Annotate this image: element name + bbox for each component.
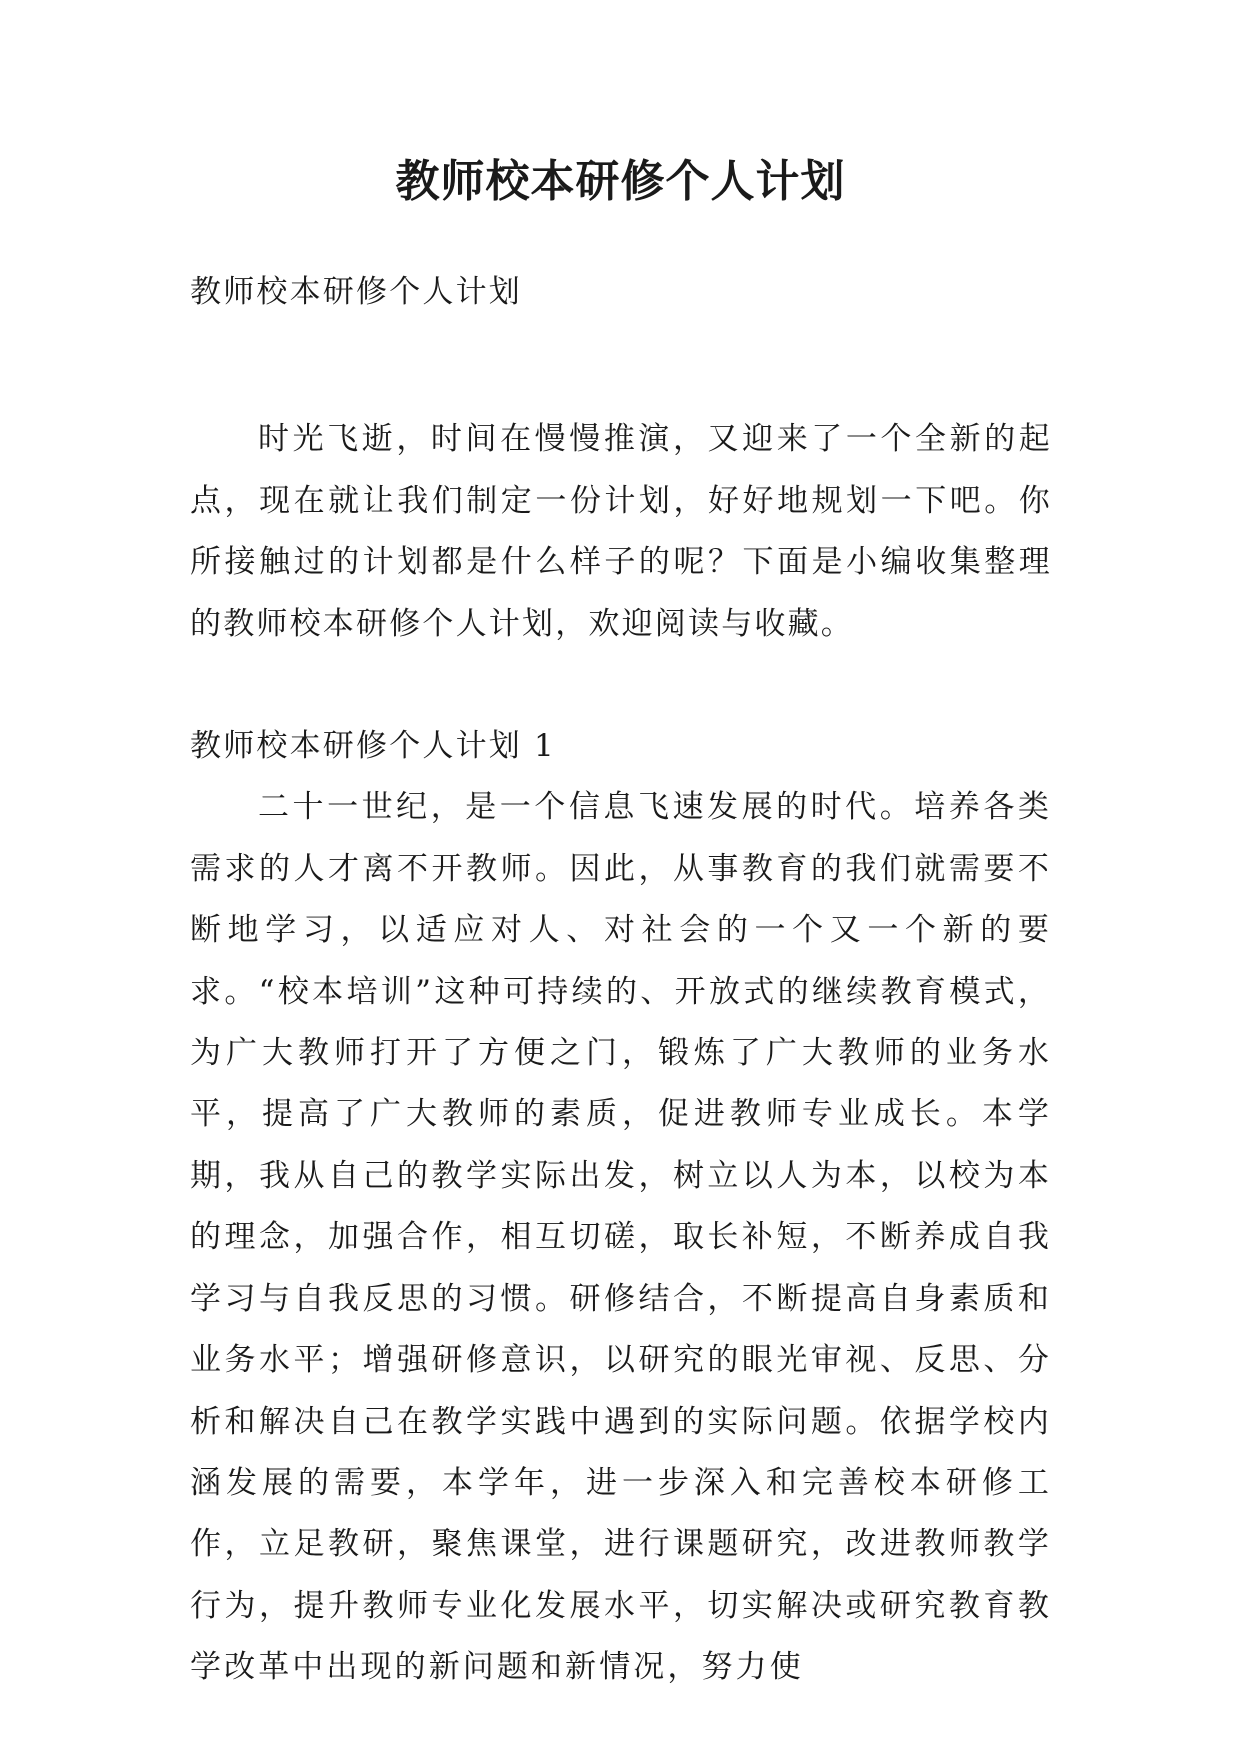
intro-paragraph: 时光飞逝，时间在慢慢推演，又迎来了一个全新的起点，现在就让我们制定一份计划，好好地规划一下吧。你所接触过的计划都是什么样子的呢？下面是小编收集整理的教师校本研修个人计划，欢迎阅读与收藏。	[190, 421, 1052, 642]
section-heading: 教师校本研修个人计划 1	[190, 728, 556, 765]
document-subtitle: 教师校本研修个人计划	[190, 274, 522, 310]
body-paragraph: 二十一世纪，是一个信息飞速发展的时代。培养各类需求的人才离不开教师。因此，从事教育的我们就需要不断地学习，以适应对人、对社会的一个又一个新的要求。“校本培训”这种可持续的、开放式的继续教育模式，为广大教师打开了方便之门，锻炼了广大教师的业务水平，提高了广大教师的素质，促进教师专业成长。本学期，我从自己的教学实际出发，树立以人为本，以校为本的理念，加强合作，相互切磋，取长补短，不断养成自我学习与自我反思的习惯。研修结合，不断提高自身素质和业务水平；增强研修意识，以研究的眼光审视、反思、分析和解决自己在教学实践中遇到的实际问题。依据学校内涵发展的需要，本学年，进一步深入和完善校本研修工作，立足教研，聚焦课堂，进行课题研究，改进教师教学行为，提升教师专业化发展水平，切实解决或研究教育教学改革中出现的新问题和新情况，努力使	[190, 789, 1052, 1686]
document-content	[190, 262, 1052, 1699]
document-title: 教师校本研修个人计划	[395, 156, 846, 207]
